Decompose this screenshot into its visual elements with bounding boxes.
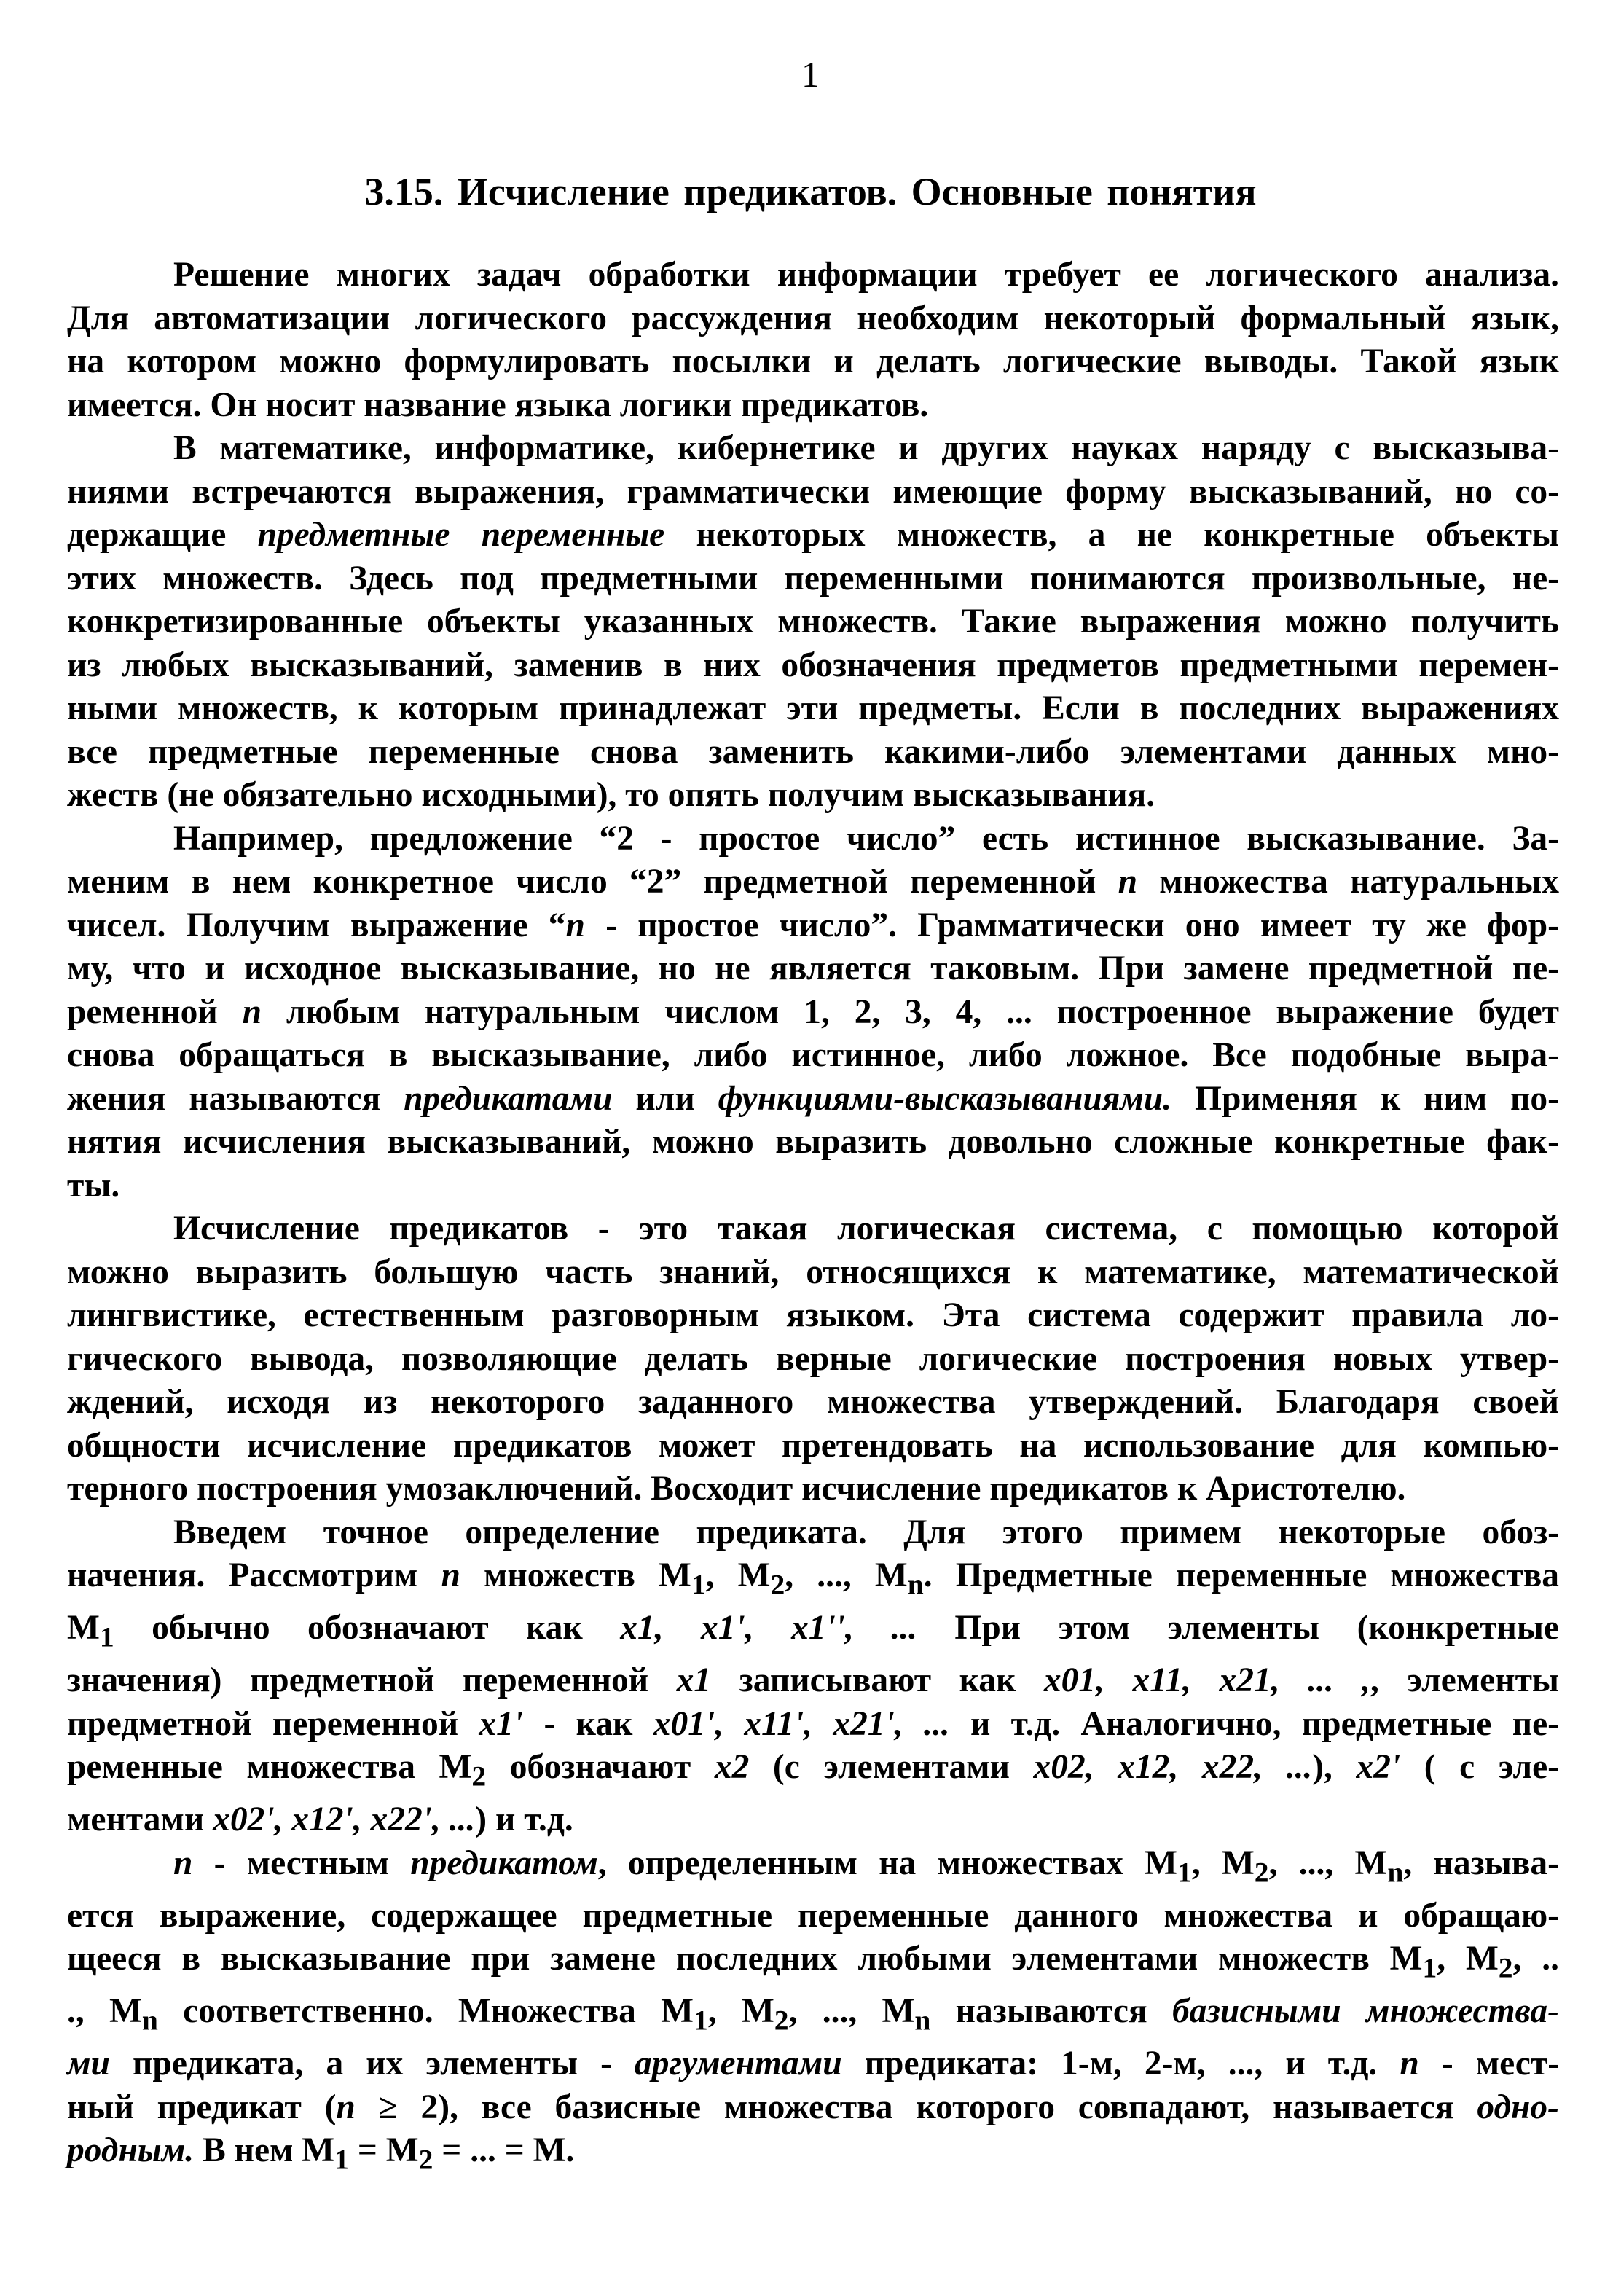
text-fragment: значения) предметной переменной	[67, 1661, 677, 1699]
text-fragment: ),	[1312, 1748, 1357, 1786]
text-line	[67, 904, 1559, 948]
text-line	[67, 1703, 1559, 1747]
text-fragment: - как	[523, 1704, 653, 1743]
text-line: жеств (не обязательно исходными), то опять получим высказывания.	[67, 776, 1155, 814]
page-number: 1	[801, 54, 820, 95]
text-line	[67, 1798, 1559, 1842]
term-homogeneous: одно-	[1477, 2088, 1559, 2126]
text-fragment: , M	[1191, 1844, 1255, 1882]
subscript: 1	[694, 2004, 708, 2037]
paragraph-2	[67, 427, 1559, 818]
text-fragment: , определенным на множествах M	[597, 1844, 1178, 1882]
text-line: ется выражение, содержащее предметные переменные данного множества и обращаю-	[67, 1896, 1559, 1935]
text-fragment: , M	[705, 1556, 771, 1594]
text-fragment: предметной переменной	[67, 1704, 479, 1743]
subscript: 1	[1177, 1856, 1192, 1888]
text-line	[67, 991, 1559, 1035]
variable-n: n	[336, 2088, 356, 2126]
variable-x1-prime: x1'	[479, 1704, 524, 1743]
variable-x2-prime: x2'	[1356, 1748, 1401, 1786]
text-fragment: - простое число”. Грамматически оно имеет ту же фор-	[584, 906, 1559, 944]
text-line: В математике, информатике, кибернетике и других науках наряду с высказыва-	[173, 429, 1559, 467]
subscript: 2	[770, 1568, 785, 1601]
text-fragment: , ..	[1512, 1940, 1559, 1978]
text-line: имеется. Он носит название языка логики предикатов.	[67, 385, 929, 424]
text-fragment: ременной	[67, 992, 243, 1031]
subscript: n	[141, 2004, 158, 2037]
text-fragment: чисел. Получим выражение “	[67, 906, 566, 944]
paragraph-5	[67, 1511, 1559, 1842]
text-line	[67, 1659, 1559, 1703]
text-line: Для автоматизации логического рассуждения необходим некоторый формальный язык,	[67, 299, 1559, 337]
text-line: ты.	[67, 1166, 120, 1204]
text-line: общности исчисление предикатов может претендовать на использование для компью-	[67, 1426, 1559, 1465]
variable-values: x01, x11, x21, ... ,	[1043, 1661, 1371, 1699]
text-line	[67, 1938, 1559, 1990]
text-line: нятия исчисления высказываний, можно выразить довольно сложные конкретные фак-	[67, 1123, 1559, 1161]
term-basis-sets-end: ми	[67, 2045, 110, 2083]
text-fragment: предиката: 1-м, 2-м, ..., и т.д.	[841, 2045, 1400, 2083]
subscript: 1	[334, 2143, 349, 2176]
text-line: из любых высказываний, заменив в них обозначения предметов предметными перемен-	[67, 646, 1559, 684]
text-fragment: - мест-	[1418, 2045, 1560, 2083]
variable-n: n	[565, 906, 585, 944]
subscript: 2	[774, 2004, 789, 2037]
text-fragment: и т.д. Аналогично, предметные пе-	[949, 1704, 1559, 1743]
text-line	[67, 1607, 1559, 1659]
text-fragment: ментами	[67, 1801, 213, 1838]
subscript: 2	[1498, 1951, 1513, 1984]
text-line	[67, 861, 1559, 904]
text-fragment: щееся в высказывание при замене последних любыми элементами множеств M	[67, 1940, 1423, 1978]
text-fragment: множества натуральных	[1137, 863, 1560, 901]
text-fragment: , ..., M	[788, 1992, 915, 2030]
text-line: ными множеств, к которым принадлежат эти предметы. Если в последних выражениях	[67, 689, 1559, 727]
text-fragment: жения называются	[67, 1079, 404, 1118]
subscript: 1	[691, 1568, 706, 1601]
text-fragment: M	[67, 1609, 100, 1647]
variable-n: n	[242, 992, 262, 1031]
text-line: можно выразить большую часть знаний, относящихся к математике, математической	[67, 1253, 1559, 1291]
text-fragment: , M	[707, 1992, 774, 2030]
text-fragment: , ..., M	[1268, 1844, 1388, 1882]
term-propositional-functions: функциями-высказываниями.	[718, 1079, 1172, 1118]
variable-n: n	[441, 1556, 460, 1594]
subscript: 2	[418, 2143, 433, 2176]
text-line: конкретизированные объекты указанных множеств. Такие выражения можно получить	[67, 603, 1559, 640]
paragraph-1	[67, 254, 1559, 427]
text-fragment: обозначают	[486, 1748, 715, 1786]
text-fragment: (с элементами	[749, 1748, 1034, 1786]
subscript: 1	[1422, 1951, 1437, 1984]
term-predicate: предикатом	[410, 1844, 598, 1882]
term-basis-sets: базисными множества-	[1171, 1992, 1560, 2030]
text-line: лингвистике, естественным разговорным языком. Эта система содержит правила ло-	[67, 1296, 1559, 1334]
variable-values: x02', x12', x22', ...	[213, 1801, 476, 1838]
text-line: Например, предложение “2 - простое число” есть истинное высказывание. За-	[173, 819, 1559, 858]
variable-n: n	[1400, 2045, 1419, 2083]
text-fragment: любым натуральным числом 1, 2, 3, 4, ... построенное выражение будет	[262, 992, 1560, 1031]
text-line	[67, 2086, 1559, 2130]
text-line: гического вывода, позволяющие делать верные логические построения новых утвер-	[67, 1339, 1559, 1378]
text-fragment: , называ-	[1403, 1844, 1559, 1882]
subscript: 1	[99, 1621, 114, 1653]
text-fragment: или	[612, 1079, 718, 1118]
text-line: Введем точное определение предиката. Для этого примем некоторые обоз-	[173, 1513, 1559, 1551]
text-fragment: ( с эле-	[1400, 1748, 1560, 1786]
text-line: ждений, исходя из некоторого заданного множества утверждений. Благодаря своей	[67, 1383, 1559, 1421]
text-fragment: предиката, а их элементы -	[109, 2045, 635, 2083]
text-line	[67, 514, 1559, 557]
paragraph-6	[67, 1842, 1559, 2182]
text-fragment: . Предметные переменные множества	[923, 1556, 1559, 1594]
subscript: n	[1387, 1856, 1404, 1888]
text-fragment: обычно обозначают как	[114, 1609, 621, 1647]
text-line	[67, 1554, 1559, 1607]
text-fragment: записывают как	[711, 1661, 1044, 1699]
variable-n: n	[1118, 863, 1138, 901]
text-fragment: , M	[1437, 1940, 1499, 1978]
text-fragment: называются	[930, 1992, 1172, 2030]
variable-x1: x1	[676, 1661, 712, 1699]
text-fragment: меним в нем конкретное число “2” предметной переменной	[67, 863, 1118, 901]
text-fragment: ременные множества M	[67, 1748, 472, 1786]
paragraph-4	[67, 1207, 1559, 1511]
text-line: Решение многих задач обработки информации требует ее логического анализа.	[173, 256, 1559, 294]
text-line: этих множеств. Здесь под предметными переменными понимаются произвольные, не-	[67, 559, 1559, 597]
text-fragment: ., M	[67, 1992, 142, 2030]
text-line	[67, 2129, 1559, 2182]
text-line	[67, 1078, 1559, 1121]
section-heading: 3.15. Исчисление предикатов. Основные понятия	[364, 170, 1257, 213]
text-fragment: При этом элементы (конкретные	[917, 1609, 1559, 1647]
text-fragment: Применяя к ним по-	[1171, 1079, 1559, 1118]
text-line	[67, 1842, 1559, 1895]
term-predicates: предикатами	[404, 1079, 613, 1118]
term-homogeneous-end: родным.	[67, 2131, 195, 2169]
subscript: n	[907, 1568, 924, 1601]
text-fragment: - местным	[192, 1844, 411, 1882]
variable-values: x02, x12, x22, ...	[1033, 1748, 1313, 1786]
variable-x2: x2	[714, 1748, 750, 1786]
text-fragment: , элементы	[1370, 1661, 1560, 1699]
term-arguments: аргументами	[635, 2045, 842, 2083]
text-fragment: ) и т.д.	[475, 1801, 573, 1838]
text-fragment: , ..., M	[785, 1556, 908, 1594]
text-fragment: В нем M	[194, 2131, 335, 2169]
subscript: 2	[1254, 1856, 1269, 1888]
text-fragment: держащие	[67, 516, 258, 554]
paragraph-3	[67, 818, 1559, 1208]
text-line: терного построения умозаключений. Восходит исчисление предикатов к Аристотелю.	[67, 1470, 1406, 1508]
text-line: на котором можно формулировать посылки и делать логические выводы. Такой язык	[67, 342, 1559, 380]
text-fragment: множеств M	[460, 1556, 691, 1594]
text-line	[67, 2042, 1559, 2086]
text-line: все предметные переменные снова заменить какими-либо элементами данных мно-	[67, 732, 1559, 771]
variable-values: x01', x11', x21', ...	[653, 1704, 950, 1743]
text-fragment: = ... = M.	[433, 2131, 575, 2169]
subscript: n	[914, 2004, 931, 2037]
text-fragment: ≥ 2), все базисные множества которого совпадают, называется	[355, 2088, 1477, 2126]
text-line: снова обращаться в высказывание, либо истинное, либо ложное. Все подобные выра-	[67, 1036, 1559, 1074]
variable-n: n	[173, 1844, 193, 1882]
body-text	[67, 254, 1559, 2182]
text-line	[67, 1746, 1559, 1798]
text-fragment: начения. Рассмотрим	[67, 1556, 441, 1594]
text-line: ниями встречаются выражения, грамматически имеющие форму высказываний, но со-	[67, 472, 1559, 511]
text-fragment: некоторых множеств, а не конкретные объекты	[664, 516, 1559, 554]
text-line: Исчисление предикатов - это такая логическая система, с помощью которой	[173, 1210, 1559, 1247]
text-fragment: = M	[348, 2131, 419, 2169]
text-line: му, что и исходное высказывание, но не является таковым. При замене предметной пе-	[67, 949, 1559, 987]
text-fragment: соответственно. Множества M	[157, 1992, 694, 2030]
text-line	[67, 1990, 1559, 2042]
variable-sequence: x1, x1', x1'', ...	[620, 1609, 917, 1647]
text-fragment: ный предикат (	[67, 2088, 337, 2126]
subscript: 2	[471, 1760, 487, 1792]
term-subject-variables: предметные переменные	[257, 516, 665, 554]
